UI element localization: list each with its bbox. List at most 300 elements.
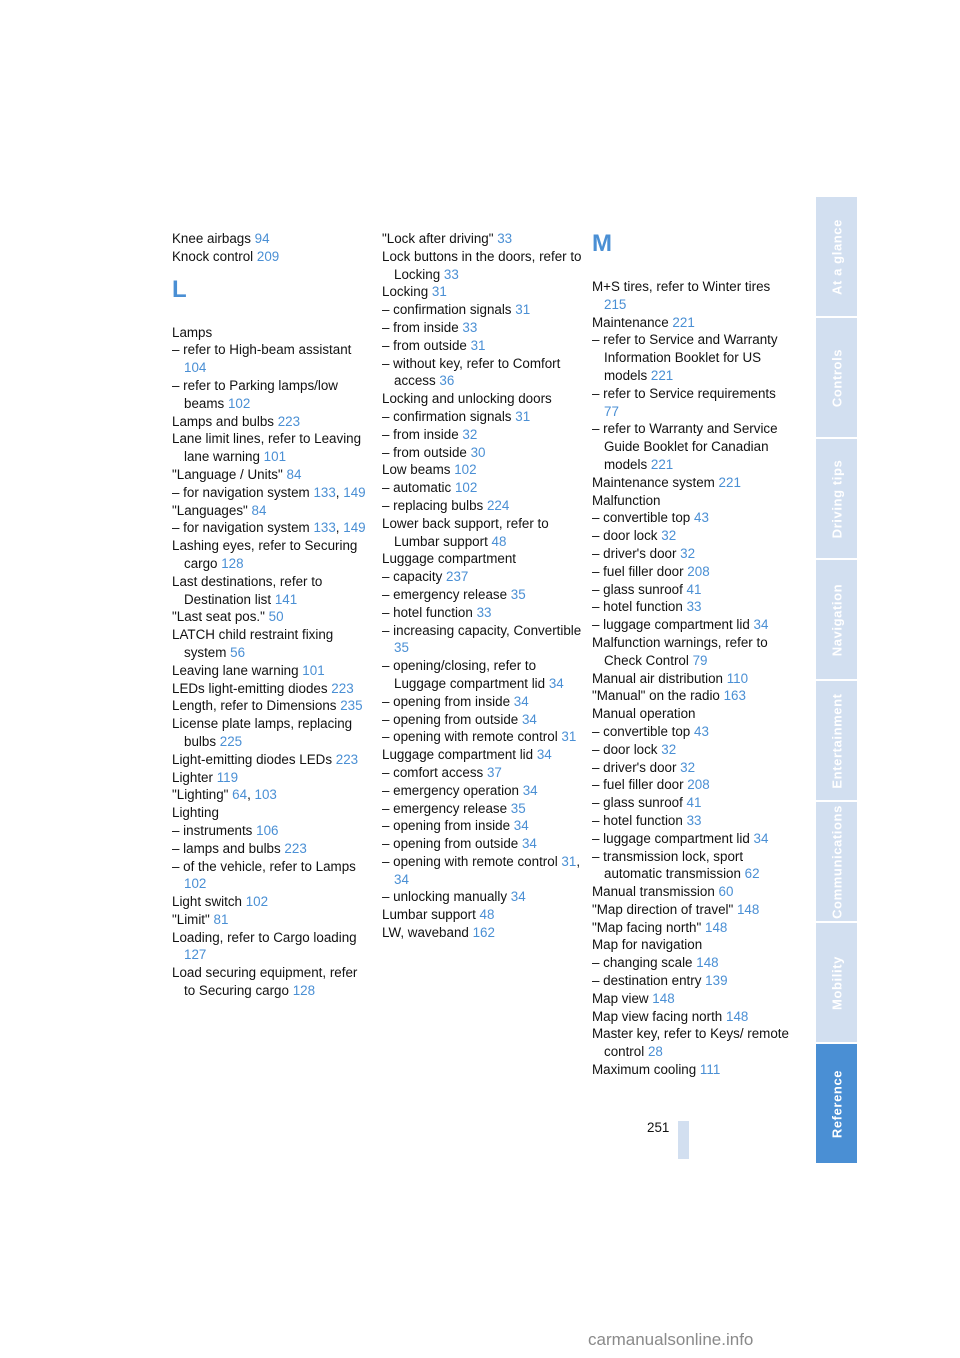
- index-entry: [172, 715, 372, 751]
- index-entry: [592, 972, 792, 990]
- page-reference-link[interactable]: 149: [343, 484, 366, 500]
- index-entry-text: Manual operation: [592, 706, 696, 722]
- page-reference-link[interactable]: 34: [394, 871, 409, 887]
- index-entry: [382, 746, 582, 764]
- page-reference-link[interactable]: 50: [268, 609, 284, 625]
- index-entry: [592, 705, 792, 723]
- page-reference-link[interactable]: 209: [256, 248, 280, 264]
- index-entry: [382, 355, 582, 391]
- index-entry: [592, 901, 792, 919]
- index-entry-text: Malfunction warnings, refer to Check Control: [592, 634, 768, 668]
- section-tab-label: Entertainment: [829, 692, 844, 789]
- index-entry: [172, 413, 372, 431]
- page-reference-link[interactable]: 84: [286, 466, 302, 482]
- index-entry-text: Maximum cooling: [592, 1062, 697, 1078]
- index-entry-text: – automatic: [382, 480, 452, 496]
- index-entry: [172, 377, 372, 413]
- page-reference-link[interactable]: 148: [696, 955, 719, 971]
- index-entry: "Lighting" 64, 103: [172, 787, 277, 803]
- index-entry: [592, 314, 792, 332]
- index-entry: [592, 509, 792, 527]
- section-tab-label: Communications: [829, 804, 844, 919]
- index-entry: [592, 598, 792, 616]
- index-entry: [592, 563, 792, 581]
- index-entry-text: Loading, refer to Cargo loading: [172, 929, 357, 945]
- index-entry: [592, 830, 792, 848]
- index-entry: [382, 426, 582, 444]
- page-reference-link[interactable]: 221: [718, 474, 741, 490]
- index-entry-text: – comfort access: [382, 764, 484, 780]
- index-entry: – for navigation system 133, 149: [172, 484, 366, 500]
- index-entry-text: Lashing eyes, refer to Securing cargo: [172, 538, 358, 571]
- index-entry-text: – from inside: [382, 319, 459, 335]
- page-reference-link[interactable]: 34: [513, 693, 529, 709]
- index-entry-text: "Lighting": [172, 787, 229, 803]
- index-entry-text: – opening from outside: [382, 836, 519, 852]
- page-number-bar: [678, 1121, 689, 1159]
- index-entry: [382, 888, 582, 906]
- page-reference-link[interactable]: 31: [561, 853, 577, 869]
- index-entry-text: Lighter: [172, 769, 213, 785]
- index-entry: [382, 230, 582, 248]
- page-reference-link[interactable]: 215: [604, 296, 627, 312]
- index-entry-text: Lighting: [172, 805, 219, 821]
- page-reference-link[interactable]: 41: [686, 581, 702, 597]
- index-entry-text: M+S tires, refer to Winter tires: [592, 279, 771, 294]
- page-reference-link[interactable]: 106: [256, 822, 279, 838]
- index-entry: [592, 527, 792, 545]
- page-reference-link[interactable]: 33: [686, 812, 702, 828]
- page-reference-link[interactable]: 32: [661, 741, 677, 757]
- page-reference-link[interactable]: 148: [652, 990, 675, 1006]
- index-entry: [592, 1061, 792, 1079]
- page-reference-link[interactable]: 102: [184, 876, 207, 892]
- index-entry: [592, 687, 792, 705]
- page-reference-link[interactable]: 35: [510, 586, 526, 602]
- index-entry-text: Maintenance: [592, 314, 669, 330]
- section-tab-reference[interactable]: [816, 1044, 857, 1163]
- page-reference-link[interactable]: 33: [497, 231, 513, 246]
- index-entry-text: Last destinations, refer to Destination list: [172, 573, 323, 607]
- page-reference-link[interactable]: 237: [446, 569, 469, 585]
- index-entry-text: – refer to Service and Warranty Information Booklet for US models: [592, 332, 778, 383]
- index-entry: [172, 751, 372, 769]
- index-entry-text: "Last seat pos.": [172, 609, 265, 625]
- index-entry: [172, 858, 372, 894]
- section-tab-mobility[interactable]: [816, 923, 857, 1042]
- index-entry: [382, 728, 582, 746]
- page-reference-link[interactable]: 79: [692, 652, 708, 668]
- page-reference-link[interactable]: 28: [647, 1044, 663, 1060]
- index-entry: [172, 804, 372, 822]
- page-reference-link[interactable]: 43: [694, 723, 709, 739]
- index-entry-text: – luggage compartment lid: [592, 830, 750, 846]
- page-reference-link[interactable]: 225: [219, 733, 243, 749]
- index-entry-text: – from inside: [382, 426, 459, 442]
- index-column-2: [382, 230, 582, 942]
- index-entry: [382, 711, 582, 729]
- index-entry-text: Manual air distribution: [592, 670, 723, 686]
- index-entry: [382, 835, 582, 853]
- index-entry: [172, 822, 372, 840]
- page-reference-link[interactable]: 33: [462, 319, 478, 335]
- index-entry: [172, 929, 372, 965]
- index-entry-text: – capacity: [382, 569, 443, 585]
- index-entry: [172, 911, 372, 929]
- index-entry: [382, 283, 582, 301]
- index-entry: [172, 537, 372, 573]
- page-reference-link[interactable]: 223: [331, 680, 354, 696]
- index-entry: [592, 492, 792, 510]
- page-reference-link[interactable]: 34: [753, 830, 769, 846]
- index-entry-text: Lane limit lines, refer to Leaving lane warning: [172, 431, 362, 465]
- index-entry: [592, 1025, 792, 1061]
- index-entry-text: Light-emitting diodes LEDs: [172, 751, 333, 767]
- index-entry-text: – opening from inside: [382, 693, 511, 709]
- index-entry: [592, 723, 792, 741]
- page-reference-link[interactable]: 221: [650, 456, 674, 472]
- page-reference-link[interactable]: 48: [479, 907, 495, 923]
- section-tab-label: Driving tips: [829, 459, 844, 538]
- page-reference-link[interactable]: 32: [680, 759, 696, 775]
- index-entry-text: Leaving lane warning: [172, 662, 299, 678]
- page-reference-link[interactable]: 119: [216, 769, 239, 785]
- index-entry: [382, 604, 582, 622]
- page-reference-link[interactable]: 223: [335, 751, 359, 767]
- section-tabs: [816, 197, 857, 1165]
- page-reference-link[interactable]: 111: [699, 1062, 721, 1078]
- index-entry: [382, 319, 582, 337]
- index-entry: [592, 331, 792, 384]
- index-entry-text: – refer to Service requirements: [592, 385, 776, 401]
- page-reference-link[interactable]: 128: [221, 555, 244, 571]
- index-entry: [592, 474, 792, 492]
- section-tab-label: Navigation: [829, 583, 844, 656]
- page-reference-link[interactable]: 133: [313, 484, 336, 500]
- index-entry-text: LEDs light-emitting diodes: [172, 680, 328, 696]
- index-entry: [382, 764, 582, 782]
- index-entry: [592, 936, 792, 954]
- page-reference-link[interactable]: 35: [394, 640, 409, 656]
- index-entry-text: – without key, refer to Comfort access: [382, 355, 561, 389]
- page-reference-link[interactable]: 60: [718, 884, 734, 900]
- index-entry-text: – refer to High-beam assistant: [172, 342, 352, 358]
- section-tab-label: Mobility: [829, 955, 844, 1010]
- index-entry-text: – driver's door: [592, 545, 677, 561]
- index-entry-text: – destination entry: [592, 973, 702, 989]
- index-entry-text: – luggage compartment lid: [592, 617, 750, 633]
- page-reference-link[interactable]: 41: [686, 795, 702, 811]
- index-entry: [592, 278, 792, 314]
- page-reference-link[interactable]: 64: [232, 787, 248, 803]
- index-entry: [172, 680, 372, 698]
- index-entry: – for navigation system 133, 149: [172, 520, 366, 536]
- index-entry-text: Low beams: [382, 462, 451, 478]
- page-reference-link[interactable]: 223: [277, 413, 301, 429]
- index-entry: [592, 420, 792, 473]
- index-entry: [592, 670, 792, 688]
- index-entry-text: – for navigation system: [172, 484, 310, 500]
- page-reference-link[interactable]: 127: [184, 947, 207, 963]
- index-entry-text: Knock control: [172, 248, 254, 264]
- index-entry: [592, 919, 792, 937]
- index-entry: [172, 626, 372, 662]
- page-reference-link[interactable]: 84: [251, 502, 267, 518]
- index-entry-text: Length, refer to Dimensions: [172, 698, 337, 714]
- index-entry: [172, 466, 372, 484]
- index-entry: [172, 769, 372, 787]
- index-entry: [592, 990, 792, 1008]
- index-entry: [382, 906, 582, 924]
- page-reference-link[interactable]: 133: [313, 520, 336, 536]
- page-reference-link[interactable]: 77: [604, 403, 619, 419]
- index-entry: [172, 608, 372, 626]
- page-number: 251: [647, 1120, 670, 1135]
- section-tab-label: Reference: [829, 1069, 844, 1138]
- index-entry-text: Load securing equipment, refer to Securing cargo: [172, 965, 358, 999]
- index-entry-text: – opening from outside: [382, 711, 519, 727]
- page-reference-link[interactable]: 221: [650, 367, 674, 383]
- page-reference-link[interactable]: 102: [245, 894, 269, 910]
- index-entry-text: – of the vehicle, refer to Lamps: [172, 858, 356, 874]
- index-entry: [382, 301, 582, 319]
- page-reference-link[interactable]: 32: [462, 426, 478, 442]
- index-entry-text: "Limit": [172, 911, 210, 927]
- section-tab-navigation[interactable]: [816, 560, 857, 679]
- index-entry-text: – lamps and bulbs: [172, 840, 281, 856]
- index-entry: [592, 634, 792, 670]
- index-entry-text: – emergency release: [382, 800, 508, 816]
- page-reference-link[interactable]: 32: [680, 545, 696, 561]
- index-entry: [382, 550, 582, 568]
- page-reference-link[interactable]: 31: [561, 729, 577, 745]
- index-entry: [592, 545, 792, 563]
- index-entry: [592, 848, 792, 884]
- page-reference-link[interactable]: 128: [292, 983, 316, 999]
- index-entry-text: – changing scale: [592, 955, 693, 971]
- index-entry-text: "Map direction of travel": [592, 901, 734, 917]
- page-reference-link[interactable]: 56: [230, 644, 246, 660]
- page-reference-link[interactable]: 34: [522, 782, 538, 798]
- page-reference-link[interactable]: 33: [443, 266, 459, 282]
- index-entry: [172, 840, 372, 858]
- section-tab-controls[interactable]: [816, 318, 857, 437]
- page-reference-link[interactable]: 162: [472, 925, 495, 941]
- index-entry-text: Knee airbags: [172, 231, 251, 246]
- index-entry-text: – opening with remote control: [382, 729, 558, 745]
- page-reference-link[interactable]: 103: [254, 787, 277, 803]
- index-entry-text: – increasing capacity, Convertible: [382, 622, 582, 638]
- index-entry: [382, 248, 582, 284]
- page-reference-link[interactable]: 34: [548, 675, 564, 691]
- index-entry: [382, 479, 582, 497]
- index-entry-text: Map view: [592, 990, 649, 1006]
- page-reference-link[interactable]: 148: [705, 919, 728, 935]
- index-entry-text: "Lock after driving": [382, 231, 494, 246]
- page-reference-link[interactable]: 33: [686, 599, 702, 615]
- index-entry-text: Lamps: [172, 324, 213, 340]
- index-entry-text: "Languages": [172, 502, 248, 518]
- page-reference-link[interactable]: 139: [705, 973, 728, 989]
- index-entry-text: – opening/closing, refer to Luggage compartment lid: [382, 658, 546, 691]
- page-reference-link[interactable]: 94: [254, 231, 270, 246]
- page-reference-link[interactable]: 163: [723, 688, 746, 704]
- page-reference-link[interactable]: 148: [736, 901, 760, 917]
- index-entry-text: LATCH child restraint fixing system: [172, 627, 334, 660]
- index-entry-text: Lock buttons in the doors, refer to Locking: [382, 248, 582, 282]
- index-entry-text: – refer to Warranty and Service Guide Booklet for Canadian models: [592, 421, 778, 472]
- index-entry-text: LW, waveband: [382, 925, 469, 941]
- index-entry: [172, 341, 372, 377]
- index-entry-text: Lower back support, refer to Lumbar support: [382, 515, 549, 549]
- page-reference-link[interactable]: 30: [470, 444, 486, 460]
- index-entry: [382, 782, 582, 800]
- index-entry: [592, 385, 792, 421]
- index-entry-text: Locking: [382, 284, 429, 300]
- page-reference-link[interactable]: 34: [753, 617, 769, 633]
- index-entry: [382, 568, 582, 586]
- page-reference-link[interactable]: 102: [227, 395, 251, 411]
- index-entry: [592, 794, 792, 812]
- page-reference-link[interactable]: 102: [454, 462, 477, 478]
- index-entry-text: Map for navigation: [592, 937, 703, 953]
- index-entry: [592, 616, 792, 634]
- page-reference-link[interactable]: 34: [513, 818, 529, 834]
- index-entry-text: – hotel function: [382, 604, 473, 620]
- index-entry: [382, 515, 582, 551]
- page-reference-link[interactable]: 32: [661, 528, 677, 544]
- index-entry-text: – hotel function: [592, 812, 683, 828]
- index-entry: [382, 924, 582, 942]
- index-entry: [382, 390, 582, 408]
- page-reference-link[interactable]: 81: [213, 911, 229, 927]
- index-entry-text: Maintenance system: [592, 474, 715, 490]
- index-entry-text: – for navigation system: [172, 520, 310, 536]
- index-entry-text: – confirmation signals: [382, 408, 512, 424]
- index-entry-text: Locking and unlocking doors: [382, 391, 552, 407]
- index-entry-text: Malfunction: [592, 492, 661, 508]
- index-entry: [592, 883, 792, 901]
- page-reference-link[interactable]: 141: [274, 591, 298, 607]
- section-tab-label: At a glance: [829, 218, 844, 295]
- page-reference-link[interactable]: 221: [672, 314, 695, 330]
- index-entry-text: Master key, refer to Keys/ remote control: [592, 1026, 789, 1060]
- index-entry: [172, 502, 372, 520]
- index-entry-text: "Language / Units": [172, 466, 283, 482]
- index-entry: [172, 573, 372, 609]
- index-entry-text: – from outside: [382, 444, 467, 460]
- index-entry: [172, 324, 372, 342]
- page-reference-link[interactable]: 149: [343, 520, 366, 536]
- index-entry: [592, 1008, 792, 1026]
- index-entry: [382, 657, 582, 693]
- index-column-1: [172, 230, 372, 1000]
- page-reference-link[interactable]: 208: [687, 563, 710, 579]
- page-reference-link[interactable]: 224: [486, 497, 510, 513]
- index-entry-text: – driver's door: [592, 759, 677, 775]
- index-entry-text: Map view facing north: [592, 1008, 723, 1024]
- page-reference-link[interactable]: 34: [521, 836, 537, 852]
- index-column-3: [592, 230, 792, 1079]
- page-reference-link[interactable]: 223: [284, 840, 307, 856]
- page-reference-link[interactable]: 101: [263, 449, 287, 465]
- section-tab-at-a-glance[interactable]: [816, 197, 857, 316]
- page-reference-link[interactable]: 34: [536, 747, 552, 763]
- index-entry-text: – opening from inside: [382, 818, 511, 834]
- index-entry: [382, 800, 582, 818]
- page-reference-link[interactable]: 148: [726, 1008, 749, 1024]
- page-reference-link[interactable]: 35: [510, 800, 526, 816]
- page-reference-link[interactable]: 104: [184, 360, 207, 376]
- index-entry: [382, 461, 582, 479]
- page-reference-link[interactable]: 33: [476, 604, 492, 620]
- index-entry-text: – fuel filler door: [592, 563, 684, 579]
- page-reference-link[interactable]: 31: [431, 284, 447, 300]
- page-reference-link[interactable]: 208: [687, 777, 710, 793]
- index-entry-text: – replacing bulbs: [382, 497, 484, 513]
- page-reference-link[interactable]: 62: [744, 866, 760, 882]
- page-reference-link[interactable]: 34: [510, 889, 526, 905]
- section-tab-driving-tips[interactable]: [816, 439, 857, 558]
- index-entry-text: – convertible top: [592, 723, 691, 739]
- index-entry-text: Luggage compartment: [382, 551, 516, 567]
- index-entry: [592, 581, 792, 599]
- page-reference-link[interactable]: 31: [470, 337, 486, 353]
- page-reference-link[interactable]: 31: [515, 302, 531, 318]
- index-entry-text: – glass sunroof: [592, 581, 683, 597]
- page-reference-link[interactable]: 48: [491, 533, 507, 549]
- index-entry-text: – opening with remote control: [382, 853, 558, 869]
- page-reference-link[interactable]: 101: [302, 662, 325, 678]
- section-tab-entertainment[interactable]: [816, 681, 857, 800]
- index-entry: [592, 812, 792, 830]
- index-entry-text: – glass sunroof: [592, 795, 683, 811]
- page-reference-link[interactable]: 235: [340, 698, 363, 714]
- index-entry: [382, 408, 582, 426]
- page-reference-link[interactable]: 102: [454, 480, 478, 496]
- page-reference-link[interactable]: 43: [694, 510, 709, 526]
- index-entry: [172, 230, 372, 248]
- index-entry-text: – door lock: [592, 528, 658, 544]
- index-entry-text: License plate lamps, replacing bulbs: [172, 716, 353, 749]
- index-letter-heading: M: [592, 230, 612, 257]
- page-reference-link[interactable]: 37: [486, 764, 502, 780]
- index-entry: [382, 497, 582, 515]
- page-reference-link[interactable]: 31: [515, 408, 531, 424]
- index-entry-text: – unlocking manually: [382, 889, 508, 905]
- page-reference-link[interactable]: 110: [726, 670, 749, 686]
- index-entry-text: – emergency release: [382, 586, 508, 602]
- watermark: carmanualsonline.info: [588, 1330, 754, 1349]
- index-entry: [382, 444, 582, 462]
- index-entry-text: – door lock: [592, 741, 658, 757]
- index-entry-text: – confirmation signals: [382, 302, 512, 318]
- index-entry-text: Luggage compartment lid: [382, 747, 534, 763]
- section-tab-communications[interactable]: [816, 802, 857, 921]
- index-entry: [382, 622, 582, 658]
- index-entry: [382, 586, 582, 604]
- index-entry-text: "Manual" on the radio: [592, 688, 720, 704]
- page-reference-link[interactable]: 36: [439, 373, 455, 389]
- section-tab-label: Controls: [829, 348, 844, 407]
- index-entry: [172, 964, 372, 1000]
- index-entry: [592, 741, 792, 759]
- index-entry-text: – emergency operation: [382, 782, 519, 798]
- index-entry: [382, 693, 582, 711]
- index-letter-heading: L: [172, 275, 187, 303]
- page-reference-link[interactable]: 34: [521, 711, 537, 727]
- index-entry-text: Lamps and bulbs: [172, 413, 274, 429]
